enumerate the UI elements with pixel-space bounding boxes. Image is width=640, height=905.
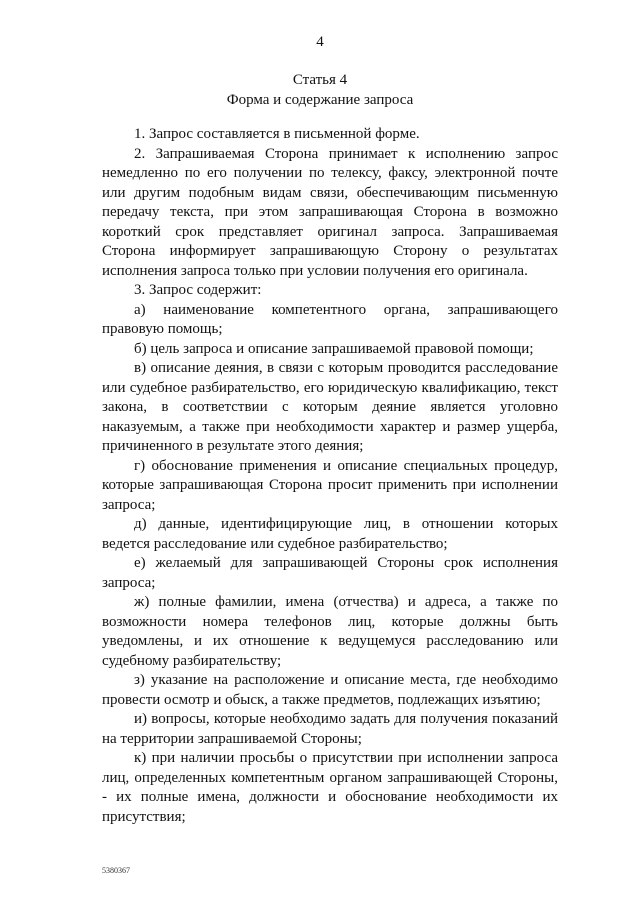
list-item-g: г) обоснование применения и описание специальных процедур, которые запрашивающая Сторона просит применить при исполнении запроса;	[102, 457, 558, 513]
list-item-e: е) желаемый для запрашивающей Стороны срок исполнения запроса;	[102, 555, 558, 591]
article-title: Статья 4	[292, 72, 348, 88]
list-item-b: б) цель запроса и описание запрашиваемой правовой помощи;	[134, 340, 534, 357]
article-subtitle: Форма и содержание запроса	[226, 92, 414, 108]
list-item-zh: ж) полные фамилии, имена (отчества) и адреса, а также по возможности номера телефонов лиц, которые должны быть уведомлены, и их отношение к ведущемуся расследованию или судебному разбирательству;	[102, 594, 558, 669]
list-item-v: в) описание деяния, в связи с которым проводится расследование или судебное разбирательство, его юридическую квалификацию, текст закона, в соответствии с которым деяние является уголовно наказуемым, а также при необходимости характер и размер ущерба, причиненного в результате этого деяния;	[102, 360, 558, 454]
page-number: 4	[316, 34, 324, 50]
list-item-i: и) вопросы, которые необходимо задать для получения показаний на территории запрашиваемой Стороны;	[102, 711, 558, 747]
article-body	[102, 125, 558, 827]
list-item-z: з) указание на расположение и описание места, где необходимо провести осмотр и обыск, а также предметов, подлежащих изъятию;	[102, 672, 558, 708]
document-code: 5380367	[102, 866, 130, 875]
list-item-d: д) данные, идентифицирующие лиц, в отношении которых ведется расследование или судебное разбирательство;	[102, 516, 558, 552]
list-item-a: а) наименование компетентного органа, запрашивающего правовую помощь;	[102, 301, 558, 337]
paragraph-1: 1. Запрос составляется в письменной форме.	[134, 126, 420, 142]
paragraph-3: 3. Запрос содержит:	[134, 282, 262, 298]
paragraph-2: 2. Запрашиваемая Сторона принимает к исполнению запрос немедленно по его получении по телексу, факсу, электронной почте или другим подобным видам связи, обеспечивающим письменную передачу текста, при этом запрашивающая Сторона в возможно короткий срок представляет оригинал запроса. Запрашиваемая Сторона информирует запрашивающую Сторону о результатах исполнения запроса только при условии получения его оригинала.	[102, 145, 558, 279]
list-item-k: к) при наличии просьбы о присутствии при исполнении запроса лиц, определенных компетентным органом запрашивающей Стороны, - их полные имена, должности и обоснование необходимости их присутствия;	[102, 750, 558, 825]
